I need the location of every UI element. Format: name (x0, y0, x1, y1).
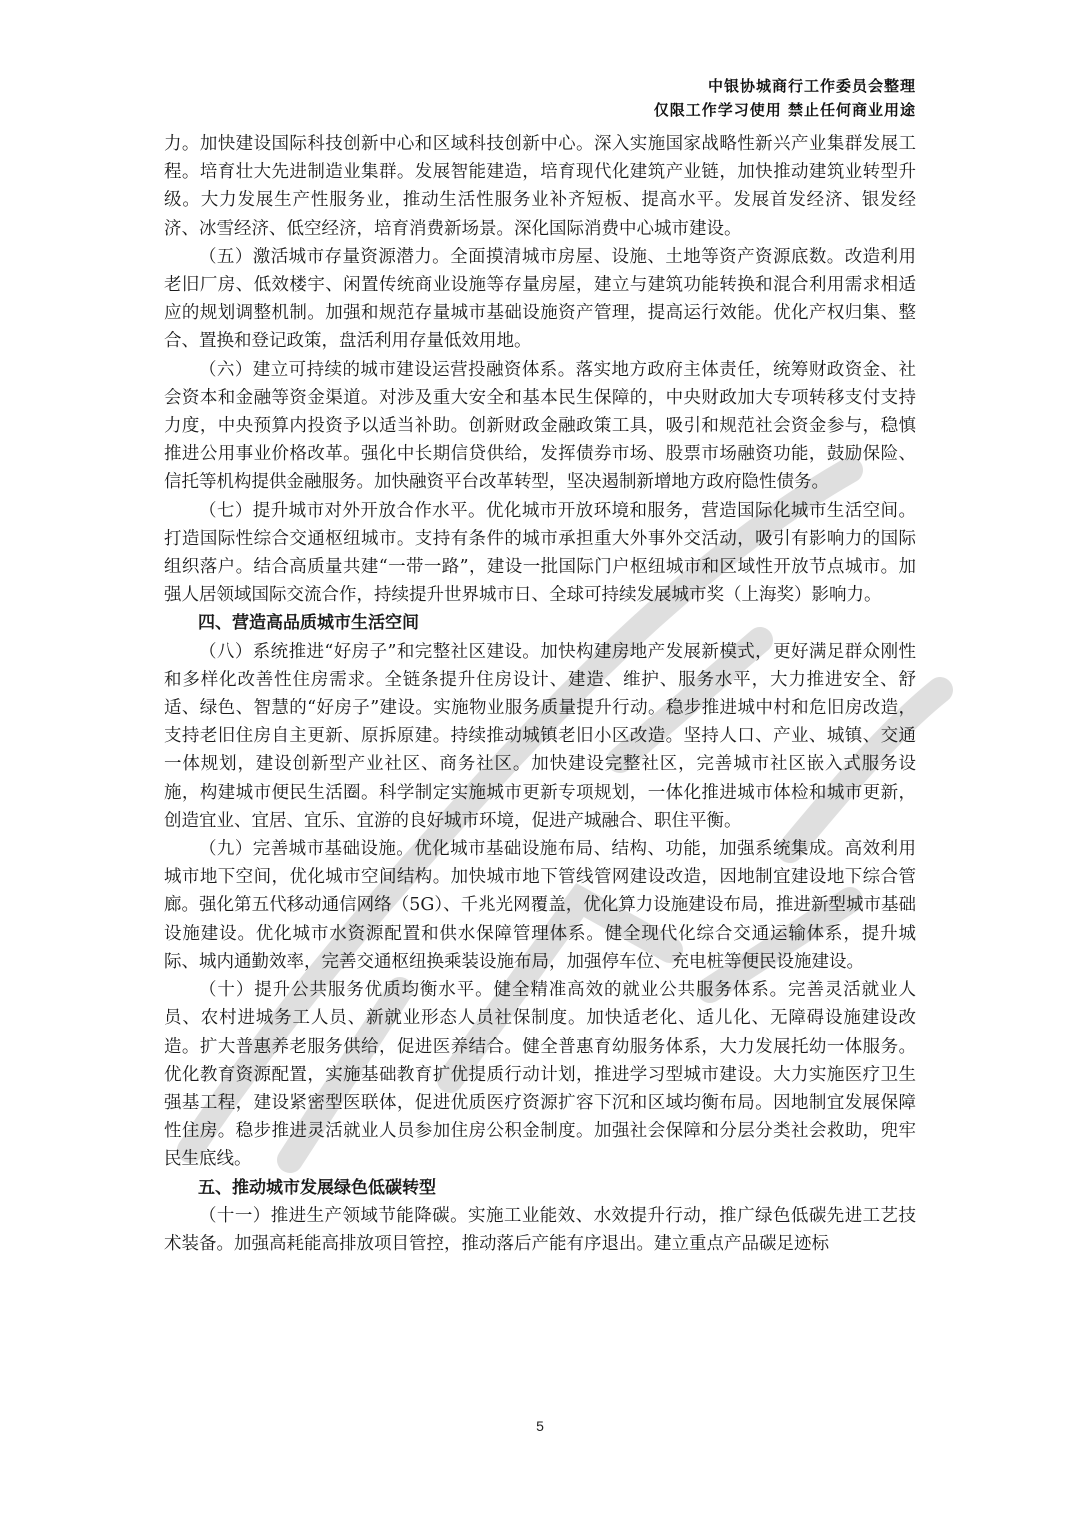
document-header (654, 74, 916, 122)
paragraph-item-7: （七）提升城市对外开放合作水平。优化城市开放环境和服务，营造国际化城市生活空间。打造国际性综合交通枢纽城市。支持有条件的城市承担重大外事外交活动，吸引有影响力的国际组织落户。结合高质量共建“一带一路”，建设一批国际门户枢纽城市和区域性开放节点城市。加强人居领域国际交流合作，持续提升世界城市日、全球可持续发展城市奖（上海奖）影响力。 (164, 500, 916, 606)
page-number: 5 (536, 1418, 544, 1434)
paragraph-item-5: （五）激活城市存量资源潜力。全面摸清城市房屋、设施、土地等资产资源底数。改造利用老旧厂房、低效楼宇、闲置传统商业设施等存量房屋，建立与建筑功能转换和混合利用需求相适应的规划调整机制。加强和规范存量城市基础设施资产管理，提高运行效能。优化产权归集、整合、置换和登记政策，盘活利用存量低效用地。 (164, 246, 916, 352)
section-heading-5: 五、推动城市发展绿色低碳转型 (198, 1177, 436, 1198)
header-line-2: 仅限工作学习使用 禁止任何商业用途 (653, 101, 916, 119)
paragraph-item-9: （九）完善城市基础设施。优化城市基础设施布局、结构、功能，加强系统集成。高效利用城市地下空间，优化城市空间结构。加快城市地下管线管网建设改造，因地制宜建设地下综合管廊。强化第五代移动通信网络（5G）、千兆光网覆盖，优化算力设施建设布局，推进新型城市基础设施建设。优化城市水资源配置和供水保障管理体系。健全现代化综合交通运输体系，提升城际、城内通勤效率，完善交通枢纽换乘装设施布局，加强停车位、充电桩等便民设施建设。 (164, 839, 916, 972)
document-body (164, 130, 916, 1258)
header-line-1: 中银协城商行工作委员会整理 (707, 77, 916, 95)
paragraph-continuation: 力。加快建设国际科技创新中心和区域科技创新中心。深入实施国家战略性新兴产业集群发展工程。培育壮大先进制造业集群。发展智能建造，培育现代化建筑产业链，加快推动建筑业转型升级。大力发展生产性服务业，推动生活性服务业补齐短板、提高水平。发展首发经济、银发经济、冰雪经济、低空经济，培育消费新场景。深化国际消费中心城市建设。 (164, 134, 916, 239)
section-heading-4: 四、营造高品质城市生活空间 (198, 613, 419, 634)
paragraph-item-11: （十一）推进生产领域节能降碳。实施工业能效、水效提升行动，推广绿色低碳先进工艺技术装备。加强高耗能高排放项目管控，推动落后产能有序退出。建立重点产品碳足迹标 (164, 1205, 916, 1254)
paragraph-item-6: （六）建立可持续的城市建设运营投融资体系。落实地方政府主体责任，统筹财政资金、社会资本和金融等资金渠道。对涉及重大安全和基本民生保障的，中央财政加大专项转移支付支持力度，中央预算内投资予以适当补助。创新财政金融政策工具，吸引和规范社会资金参与，稳慎推进公用事业价格改革。强化中长期信贷供给，发挥债券市场、股票市场融资功能，鼓励保险、信托等机构提供金融服务。加快融资平台改革转型，坚决遏制新增地方政府隐性债务。 (164, 359, 916, 493)
paragraph-item-8: （八）系统推进“好房子”和完整社区建设。加快构建房地产发展新模式，更好满足群众刚性和多样化改善性住房需求。全链条提升住房设计、建造、维护、服务水平，大力推进安全、舒适、绿色、智慧的“好房子”建设。实施物业服务质量提升行动。稳步推进城中村和危旧房改造，支持老旧住房自主更新、原拆原建。持续推动城镇老旧小区改造。坚持人口、产业、城镇、交通一体规划，建设创新型产业社区、商务社区。加快建设完整社区，完善城市社区嵌入式服务设施，构建城市便民生活圈。科学制定实施城市更新专项规划，一体化推进城市体检和城市更新，创造宜业、宜居、宜乐、宜游的良好城市环境，促进产城融合、职住平衡。 (164, 641, 916, 831)
paragraph-item-10: （十）提升公共服务优质均衡水平。健全精准高效的就业公共服务体系。完善灵活就业人员、农村进城务工人员、新就业形态人员社保制度。加快适老化、适儿化、无障碍设施建设改造。扩大普惠养老服务供给，促进医养结合。健全普惠育幼服务体系，大力发展托幼一体服务。优化教育资源配置，实施基础教育扩优提质行动计划，推进学习型城市建设。大力实施医疗卫生强基工程，建设紧密型医联体，促进优质医疗资源扩容下沉和区域均衡布局。因地制宜发展保障性住房。稳步推进灵活就业人员参加住房公积金制度。加强社会保障和分层分类社会救助，兜牢民生底线。 (164, 980, 916, 1170)
